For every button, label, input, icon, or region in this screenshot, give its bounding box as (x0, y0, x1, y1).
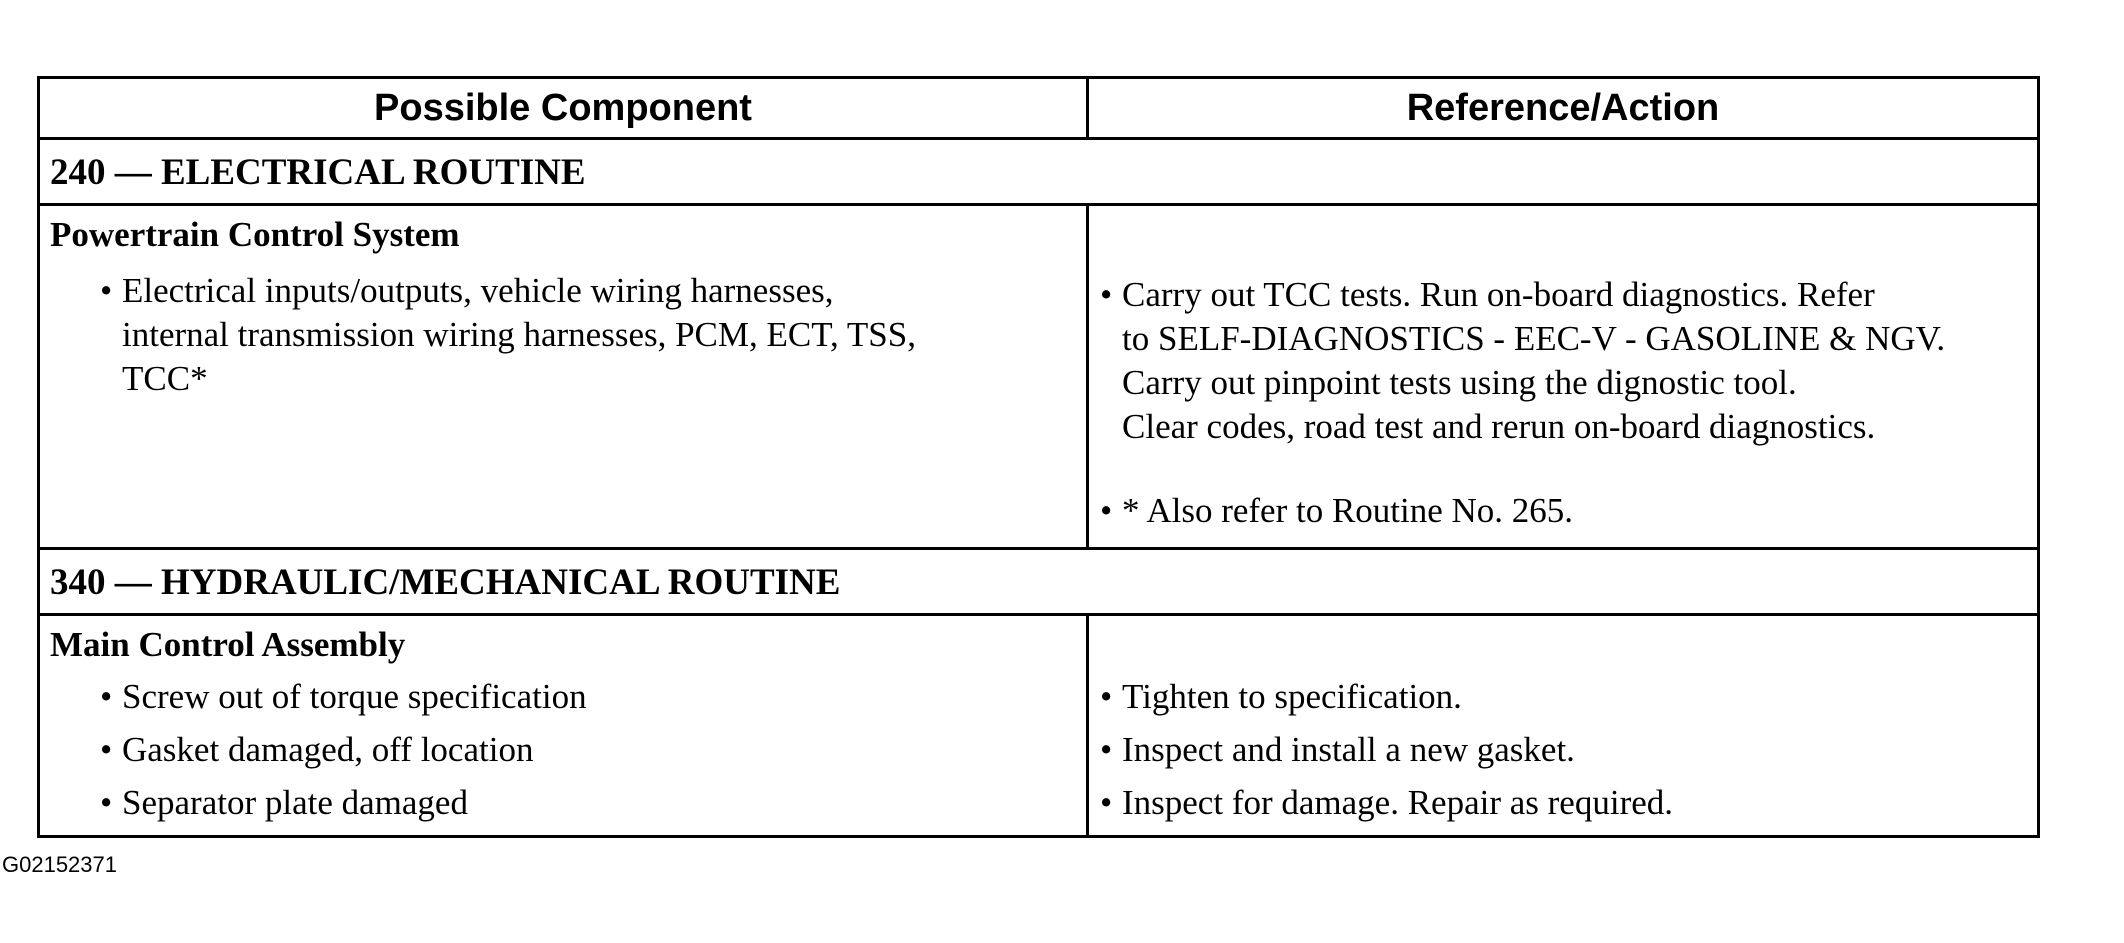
bullet-icon: • (1100, 491, 1113, 530)
component-name: Powertrain Control System (50, 215, 460, 254)
action-item: • Tighten to specification. (1100, 675, 1462, 719)
divider (40, 203, 2037, 206)
divider (40, 613, 2037, 616)
action-item: • Inspect and install a new gasket. (1100, 728, 1575, 772)
action-item: • Carry out TCC tests. Run on-board diagnostics. Refer (1100, 273, 1875, 317)
divider (40, 137, 2037, 140)
column-divider (1086, 613, 1089, 838)
bullet-icon: • (100, 677, 113, 716)
figure-code: G02152371 (2, 852, 117, 877)
diagnosis-table (37, 76, 2040, 838)
component-item-continued: internal transmission wiring harnesses, PCM, ECT, TSS, (122, 315, 916, 354)
component-name: Main Control Assembly (50, 625, 406, 664)
action-item-continued: to SELF-DIAGNOSTICS - EEC-V - GASOLINE & NGV. (1122, 319, 1946, 358)
component-item: • Screw out of torque specification (100, 675, 587, 719)
action-item-continued: Clear codes, road test and rerun on-board diagnostics. (1122, 407, 1876, 446)
bullet-icon: • (1100, 275, 1113, 314)
section-title-electrical: 240 — ELECTRICAL ROUTINE (50, 152, 586, 193)
component-item: • Gasket damaged, off location (100, 728, 533, 772)
action-item: • * Also refer to Routine No. 265. (1100, 489, 1573, 533)
column-header-action: Reference/Action (1406, 86, 1720, 129)
component-item-continued: TCC* (122, 359, 208, 398)
column-divider (1086, 203, 1089, 547)
bullet-icon: • (1100, 677, 1113, 716)
section-title-hydraulic: 340 — HYDRAULIC/MECHANICAL ROUTINE (50, 562, 841, 603)
bullet-icon: • (100, 271, 113, 310)
component-item: • Electrical inputs/outputs, vehicle wiring harnesses, (100, 269, 833, 313)
bullet-icon: • (100, 783, 113, 822)
divider (40, 547, 2037, 550)
bullet-icon: • (1100, 783, 1113, 822)
component-item: • Separator plate damaged (100, 781, 468, 825)
column-header-component: Possible Component (374, 86, 752, 129)
bullet-icon: • (100, 730, 113, 769)
bullet-icon: • (1100, 730, 1113, 769)
column-divider (1086, 79, 1089, 137)
action-item: • Inspect for damage. Repair as required. (1100, 781, 1673, 825)
action-item-continued: Carry out pinpoint tests using the dignostic tool. (1122, 363, 1797, 402)
